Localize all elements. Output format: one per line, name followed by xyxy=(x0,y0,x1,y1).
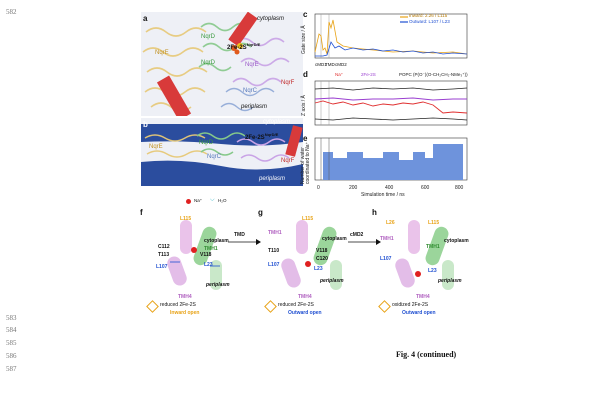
subunit-label: NqrD xyxy=(201,60,216,66)
line-number: 586 xyxy=(6,352,17,360)
residue-label: V118 xyxy=(200,252,212,258)
x-tick: 800 xyxy=(455,185,464,191)
residue-label: L26 xyxy=(386,220,395,226)
helix-label: TMH1 xyxy=(380,236,394,242)
cytoplasm-label: cytoplasm xyxy=(257,16,285,22)
helix-label: TMH4 xyxy=(416,294,430,300)
line-number: 587 xyxy=(6,365,17,373)
legend-popc: POPC (P(O⁻)(O-CH₂CH₂-NMe₃⁺)) xyxy=(399,72,468,77)
line-number: 582 xyxy=(6,8,17,16)
panel-label: e xyxy=(303,134,308,143)
h2o-legend-label: H₂O xyxy=(218,198,227,203)
legend-inward: Inward: 2.26 / L115 xyxy=(409,13,448,18)
residue-label: L107 xyxy=(380,256,392,262)
subunit-label: NqrD xyxy=(201,34,216,40)
helix-label: TMH1 xyxy=(204,246,218,252)
cytoplasm-label: cytoplasm xyxy=(204,238,229,244)
water-icon: ⌵ xyxy=(210,197,215,203)
subunit-label: NqrF xyxy=(281,158,295,164)
mode-label: Inward open xyxy=(170,310,200,316)
line-number: 583 xyxy=(6,314,17,322)
panel-h-structure xyxy=(382,216,472,296)
bottom-legend xyxy=(186,197,256,207)
state-label: reduced 2Fe-2S xyxy=(278,302,314,308)
panel-b xyxy=(141,118,303,186)
residue-label: V118 xyxy=(316,248,328,254)
panel-label: a xyxy=(143,14,148,23)
cluster-label: $2Fe-2S^{NqrD/E}$ xyxy=(227,42,261,51)
cytoplasm-label: cytoplasm xyxy=(322,236,347,242)
subunit-label: NqrE xyxy=(245,62,259,68)
subunit-label: NqrD xyxy=(199,140,214,146)
panel-h xyxy=(372,208,476,318)
line-number: 584 xyxy=(6,326,17,334)
arrow-right-icon xyxy=(228,238,262,246)
panel-label: b xyxy=(143,120,148,129)
residue-label: T110 xyxy=(268,248,280,254)
arrow-label: TMD xyxy=(234,232,245,238)
panel-label: f xyxy=(140,208,143,217)
x-tick: 600 xyxy=(421,185,430,191)
panel-label: h xyxy=(372,208,377,217)
arrow-label: cMD2 xyxy=(350,232,364,238)
panel-label: c xyxy=(303,10,308,19)
residue-label: L107 xyxy=(268,262,280,268)
mode-label: Outward open xyxy=(288,310,322,316)
marker-label: cMD2 xyxy=(335,62,347,67)
cytoplasm-label: cytoplasm xyxy=(444,238,469,244)
x-axis-label: Simulation time / ns xyxy=(361,192,405,198)
residue-label: L115 xyxy=(428,220,440,226)
figure-caption: Fig. 4 (continued) xyxy=(396,350,457,359)
state-label: reduced 2Fe-2S xyxy=(160,302,196,308)
helix-label: TMH1 xyxy=(426,244,440,250)
na-legend-label: Na⁺ xyxy=(194,198,203,203)
residue-label: T113 xyxy=(158,252,170,258)
na-icon xyxy=(186,199,191,204)
legend-cluster: 2Fe-2S xyxy=(361,72,376,77)
panel-f xyxy=(140,208,240,318)
periplasm-label: periplasm xyxy=(438,278,462,284)
arrow-tmd xyxy=(228,232,262,246)
panel-a xyxy=(141,12,303,116)
state-icon xyxy=(378,300,391,313)
state-icon xyxy=(264,300,277,313)
line-number: 585 xyxy=(6,339,17,347)
residue-label: L23 xyxy=(428,268,437,274)
marker-label: cMD1 xyxy=(315,62,327,67)
y-axis-label: Gate size / Å xyxy=(301,25,307,54)
residue-label: L23 xyxy=(314,266,323,272)
residue-label: L115 xyxy=(180,216,192,222)
x-tick: 400 xyxy=(385,185,394,191)
periplasm-label: periplasm xyxy=(206,282,230,288)
residue-label: C112 xyxy=(158,244,170,250)
legend-outward: Outward: L107 / L23 xyxy=(409,19,450,24)
subunit-label: NqrF xyxy=(281,80,295,86)
water-plot xyxy=(313,136,469,184)
helix-label: TMH1 xyxy=(268,230,282,236)
panel-a-structure xyxy=(141,12,303,116)
helix-label: TMH4 xyxy=(178,294,192,300)
periplasm-label: periplasm xyxy=(320,278,344,284)
panel-c xyxy=(301,10,475,67)
x-tick: 200 xyxy=(349,185,358,191)
periplasm-label: periplasm xyxy=(259,176,286,182)
subunit-label: NqrE xyxy=(155,50,169,56)
state-label: oxidized 2Fe-2S xyxy=(392,302,429,308)
panel-e xyxy=(300,134,475,204)
marker-label: TMD xyxy=(325,62,335,67)
panel-label: d xyxy=(303,70,308,79)
panel-g-structure xyxy=(268,216,358,296)
mode-label: Outward open xyxy=(402,310,436,316)
subunit-label: NqrC xyxy=(243,88,258,94)
x-tick: 0 xyxy=(317,185,320,191)
panel-d xyxy=(301,70,475,132)
residue-label: L23 xyxy=(204,262,213,268)
residue-label: L115 xyxy=(302,216,314,222)
helix-label: TMH4 xyxy=(298,294,312,300)
state-icon xyxy=(146,300,159,313)
z-axis-plot xyxy=(313,79,469,129)
residue-label: C120 xyxy=(316,256,328,262)
cytoplasm-label: cytoplasm xyxy=(263,119,291,125)
periplasm-label: periplasm xyxy=(241,104,268,110)
cluster-label: $2Fe-2S^{NqrD/E}$ xyxy=(245,132,279,141)
y-axis-label: Number of water coordinated to Na⁺ xyxy=(300,141,311,184)
subunit-label: NqrE xyxy=(149,144,163,150)
panel-label: g xyxy=(258,208,263,217)
residue-label: L107 xyxy=(156,264,168,270)
subunit-label: NqrC xyxy=(207,154,222,160)
y-axis-label: Z axis / Å xyxy=(301,95,307,116)
legend-na: Na⁺ xyxy=(335,72,344,77)
panel-g xyxy=(258,208,358,318)
